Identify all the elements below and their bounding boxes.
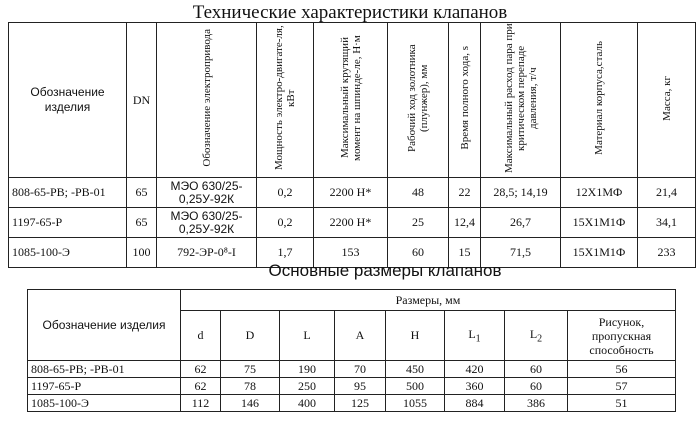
- cell-flow: 26,7: [481, 208, 561, 238]
- cell-stroke: 48: [388, 178, 449, 208]
- cell-material: 15Х1М1Ф: [561, 208, 638, 238]
- cell-power: 1,7: [257, 238, 314, 268]
- table-row: [28, 378, 676, 395]
- cell-L1: 420: [445, 361, 505, 378]
- cell-material: 15Х1М1Ф: [561, 238, 638, 268]
- cell-d: 112: [181, 395, 221, 412]
- dims-title: Основные размеры клапанов: [268, 261, 502, 280]
- cell-L2: 60: [505, 361, 568, 378]
- header-L1: $L_1$: [445, 311, 505, 361]
- header-actuator: Обозначение электропривода: [157, 23, 257, 178]
- specs-title: Технические характеристики клапанов: [192, 2, 508, 23]
- cell-A: 70: [335, 361, 386, 378]
- table-row: [9, 178, 696, 208]
- cell-mass: 21,4: [638, 178, 696, 208]
- header-material: Материал корпуса,сталь: [561, 23, 638, 178]
- header-L: L: [280, 311, 335, 361]
- cell-figure: 57: [568, 378, 676, 395]
- cell-H: 500: [386, 378, 445, 395]
- header-designation: Обозначение изделия: [9, 23, 127, 178]
- cell-time: 15: [449, 238, 481, 268]
- cell-figure: 51: [568, 395, 676, 412]
- cell-mass: 34,1: [638, 208, 696, 238]
- cell-L: 400: [280, 395, 335, 412]
- cell-H: 450: [386, 361, 445, 378]
- cell-L: 250: [280, 378, 335, 395]
- cell-designation: 1197-65-Р: [9, 208, 127, 238]
- header-figure: Рисунок, пропускная способность: [568, 311, 676, 361]
- header-torque: Максимальный крутящий момент на шпинде-ле, Н·м: [314, 23, 388, 178]
- cell-flow: 28,5; 14,19: [481, 178, 561, 208]
- header-designation: Обозначение изделия: [28, 290, 181, 361]
- cell-power: 0,2: [257, 178, 314, 208]
- cell-material: 12Х1МФ: [561, 178, 638, 208]
- cell-power: 0,2: [257, 208, 314, 238]
- cell-flow: 71,5: [481, 238, 561, 268]
- table-row: [28, 361, 676, 378]
- cell-actuator: МЭО 630/25-0,25У-92К: [157, 208, 257, 238]
- cell-designation: 1197-65-Р: [28, 378, 181, 395]
- cell-d: 62: [181, 378, 221, 395]
- header-A: A: [335, 311, 386, 361]
- header-L2: $L_2$: [505, 311, 568, 361]
- cell-A: 125: [335, 395, 386, 412]
- header-sizes: Размеры, мм: [181, 290, 676, 311]
- cell-designation: 808-65-РВ; -РВ-01: [9, 178, 127, 208]
- cell-d: 62: [181, 361, 221, 378]
- header-flow: Максимальный расход пара при критическом перепаде давления, т/ч: [481, 23, 561, 178]
- cell-D: 146: [221, 395, 280, 412]
- cell-actuator: 792-ЭР-0⁸-I: [157, 238, 257, 268]
- cell-L: 190: [280, 361, 335, 378]
- header-H: H: [386, 311, 445, 361]
- cell-torque: 2200 Н*: [314, 208, 388, 238]
- header-d: d: [181, 311, 221, 361]
- cell-designation: 1085-100-Э: [9, 238, 127, 268]
- cell-D: 75: [221, 361, 280, 378]
- cell-D: 78: [221, 378, 280, 395]
- cell-actuator: МЭО 630/25-0,25У-92К: [157, 178, 257, 208]
- cell-torque: 2200 Н*: [314, 178, 388, 208]
- cell-A: 95: [335, 378, 386, 395]
- cell-H: 1055: [386, 395, 445, 412]
- table-row: [28, 395, 676, 412]
- header-stroke: Рабочий ход золотника (плунжер), мм: [388, 23, 449, 178]
- cell-stroke: 60: [388, 238, 449, 268]
- cell-L1: 884: [445, 395, 505, 412]
- cell-L2: 60: [505, 378, 568, 395]
- cell-torque: 153: [314, 238, 388, 268]
- header-dn: DN: [127, 23, 157, 178]
- dims-table: [27, 289, 676, 412]
- cell-designation: 808-65-РВ; -РВ-01: [28, 361, 181, 378]
- table-row: [9, 208, 696, 238]
- cell-mass: 233: [638, 238, 696, 268]
- cell-dn: 100: [127, 238, 157, 268]
- cell-time: 22: [449, 178, 481, 208]
- header-D: D: [221, 311, 280, 361]
- header-power: Мощность электро-двигате-ля, кВт: [257, 23, 314, 178]
- cell-time: 12,4: [449, 208, 481, 238]
- cell-stroke: 25: [388, 208, 449, 238]
- specs-table: [8, 22, 696, 268]
- cell-designation: 1085-100-Э: [28, 395, 181, 412]
- header-mass: Масса, кг: [638, 23, 696, 178]
- cell-figure: 56: [568, 361, 676, 378]
- cell-dn: 65: [127, 208, 157, 238]
- cell-L1: 360: [445, 378, 505, 395]
- cell-L2: 386: [505, 395, 568, 412]
- header-time: Время полного хода, s: [449, 23, 481, 178]
- cell-dn: 65: [127, 178, 157, 208]
